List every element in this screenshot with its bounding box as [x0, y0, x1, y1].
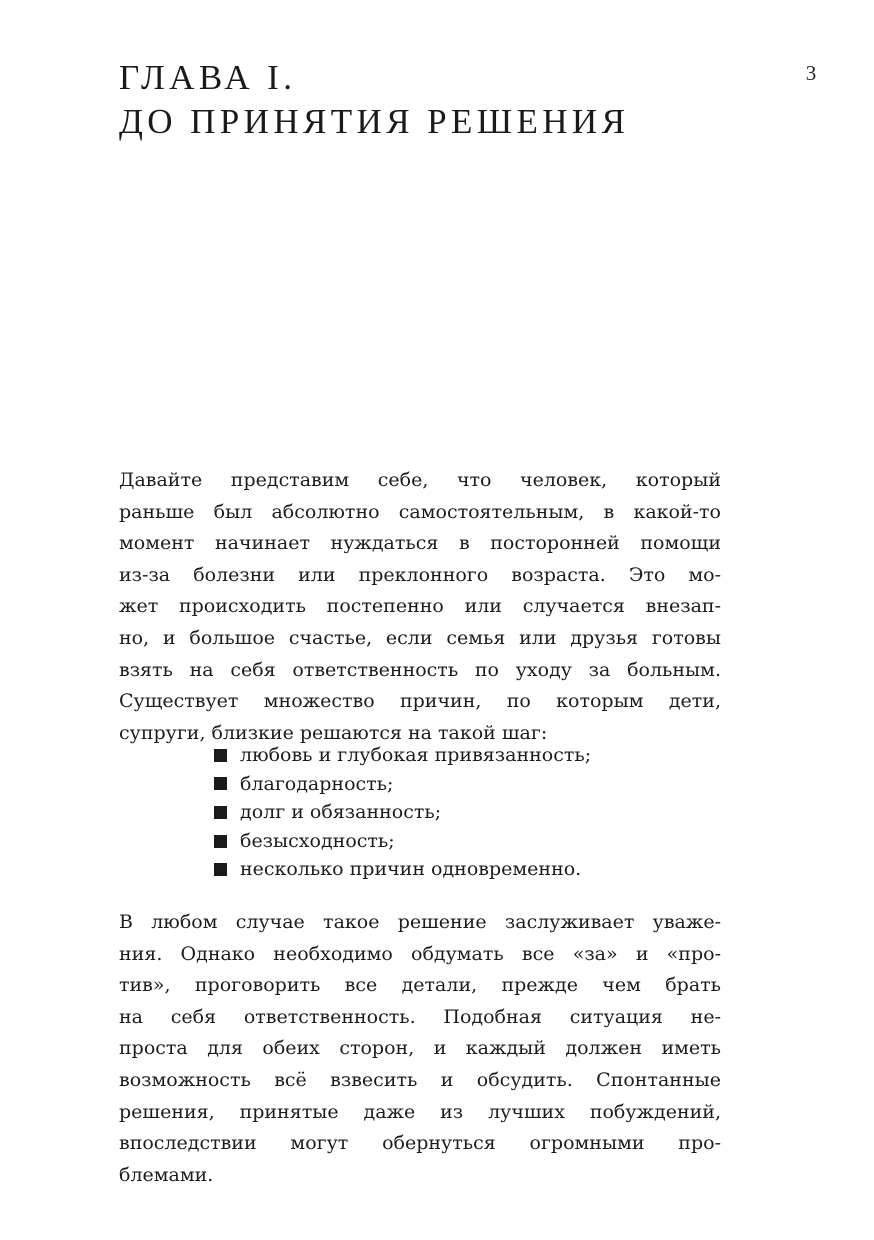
text-line: ния. Однако необходимо обдумать все «за» и «про-	[119, 942, 721, 965]
text-line: раньше был абсолютно самостоятельным, в какой-то	[119, 500, 721, 523]
list-item-text: любовь и глубокая привязанность;	[240, 744, 592, 766]
page-number: 3	[805, 61, 817, 85]
text-line: решения, принятые даже из лучших побуждений,	[119, 1100, 721, 1123]
text-line: Давайте представим себе, что человек, который	[119, 469, 721, 491]
text-line: тив», проговорить все детали, прежде чем брать	[119, 974, 721, 997]
list-item-text: долг и обязанность;	[240, 801, 442, 824]
list-item	[214, 855, 591, 884]
text-line: впоследствии могут обернуться огромными про-	[119, 1132, 721, 1155]
list-item	[214, 741, 591, 770]
text-line: блемами.	[119, 1163, 214, 1186]
square-bullet-icon	[214, 749, 227, 762]
square-bullet-icon	[214, 806, 227, 819]
text-line: момент начинает нуждаться в посторонней помощи	[119, 532, 721, 555]
chapter-title-line-2: ДО ПРИНЯТИЯ РЕШЕНИЯ	[119, 102, 630, 141]
text-line: возможность всё взвесить и обсудить. Спонтанные	[119, 1068, 721, 1091]
text-line: но, и большое счастье, если семья или друзья готовы	[119, 626, 721, 649]
square-bullet-icon	[214, 835, 227, 848]
text-line: взять на себя ответственность по уходу за больным.	[119, 658, 721, 681]
chapter-title	[119, 56, 629, 144]
text-line: В любом случае такое решение заслуживает уваже-	[119, 911, 721, 933]
list-item-text: несколько причин одновременно.	[240, 858, 582, 881]
text-line: супруги, близкие решаются на такой шаг:	[119, 721, 548, 744]
conclusion-paragraph	[119, 907, 721, 1191]
list-item	[214, 798, 591, 827]
chapter-title-line-1: ГЛАВА I.	[119, 58, 297, 97]
text-line: жет происходить постепенно или случается внезап-	[119, 595, 721, 618]
text-line: Существует множество причин, по которым дети,	[119, 690, 721, 713]
square-bullet-icon	[214, 863, 227, 876]
square-bullet-icon	[214, 777, 227, 790]
reasons-list	[214, 741, 591, 884]
list-item	[214, 827, 591, 856]
list-item	[214, 770, 591, 799]
text-line: из-за болезни или преклонного возраста. Это мо-	[119, 563, 721, 586]
text-line: проста для обеих сторон, и каждый должен иметь	[119, 1037, 721, 1060]
list-item-text: благодарность;	[240, 772, 394, 795]
text-line: на себя ответственность. Подобная ситуация не-	[119, 1005, 721, 1028]
intro-paragraph	[119, 465, 721, 749]
list-item-text: безысходность;	[240, 829, 395, 852]
